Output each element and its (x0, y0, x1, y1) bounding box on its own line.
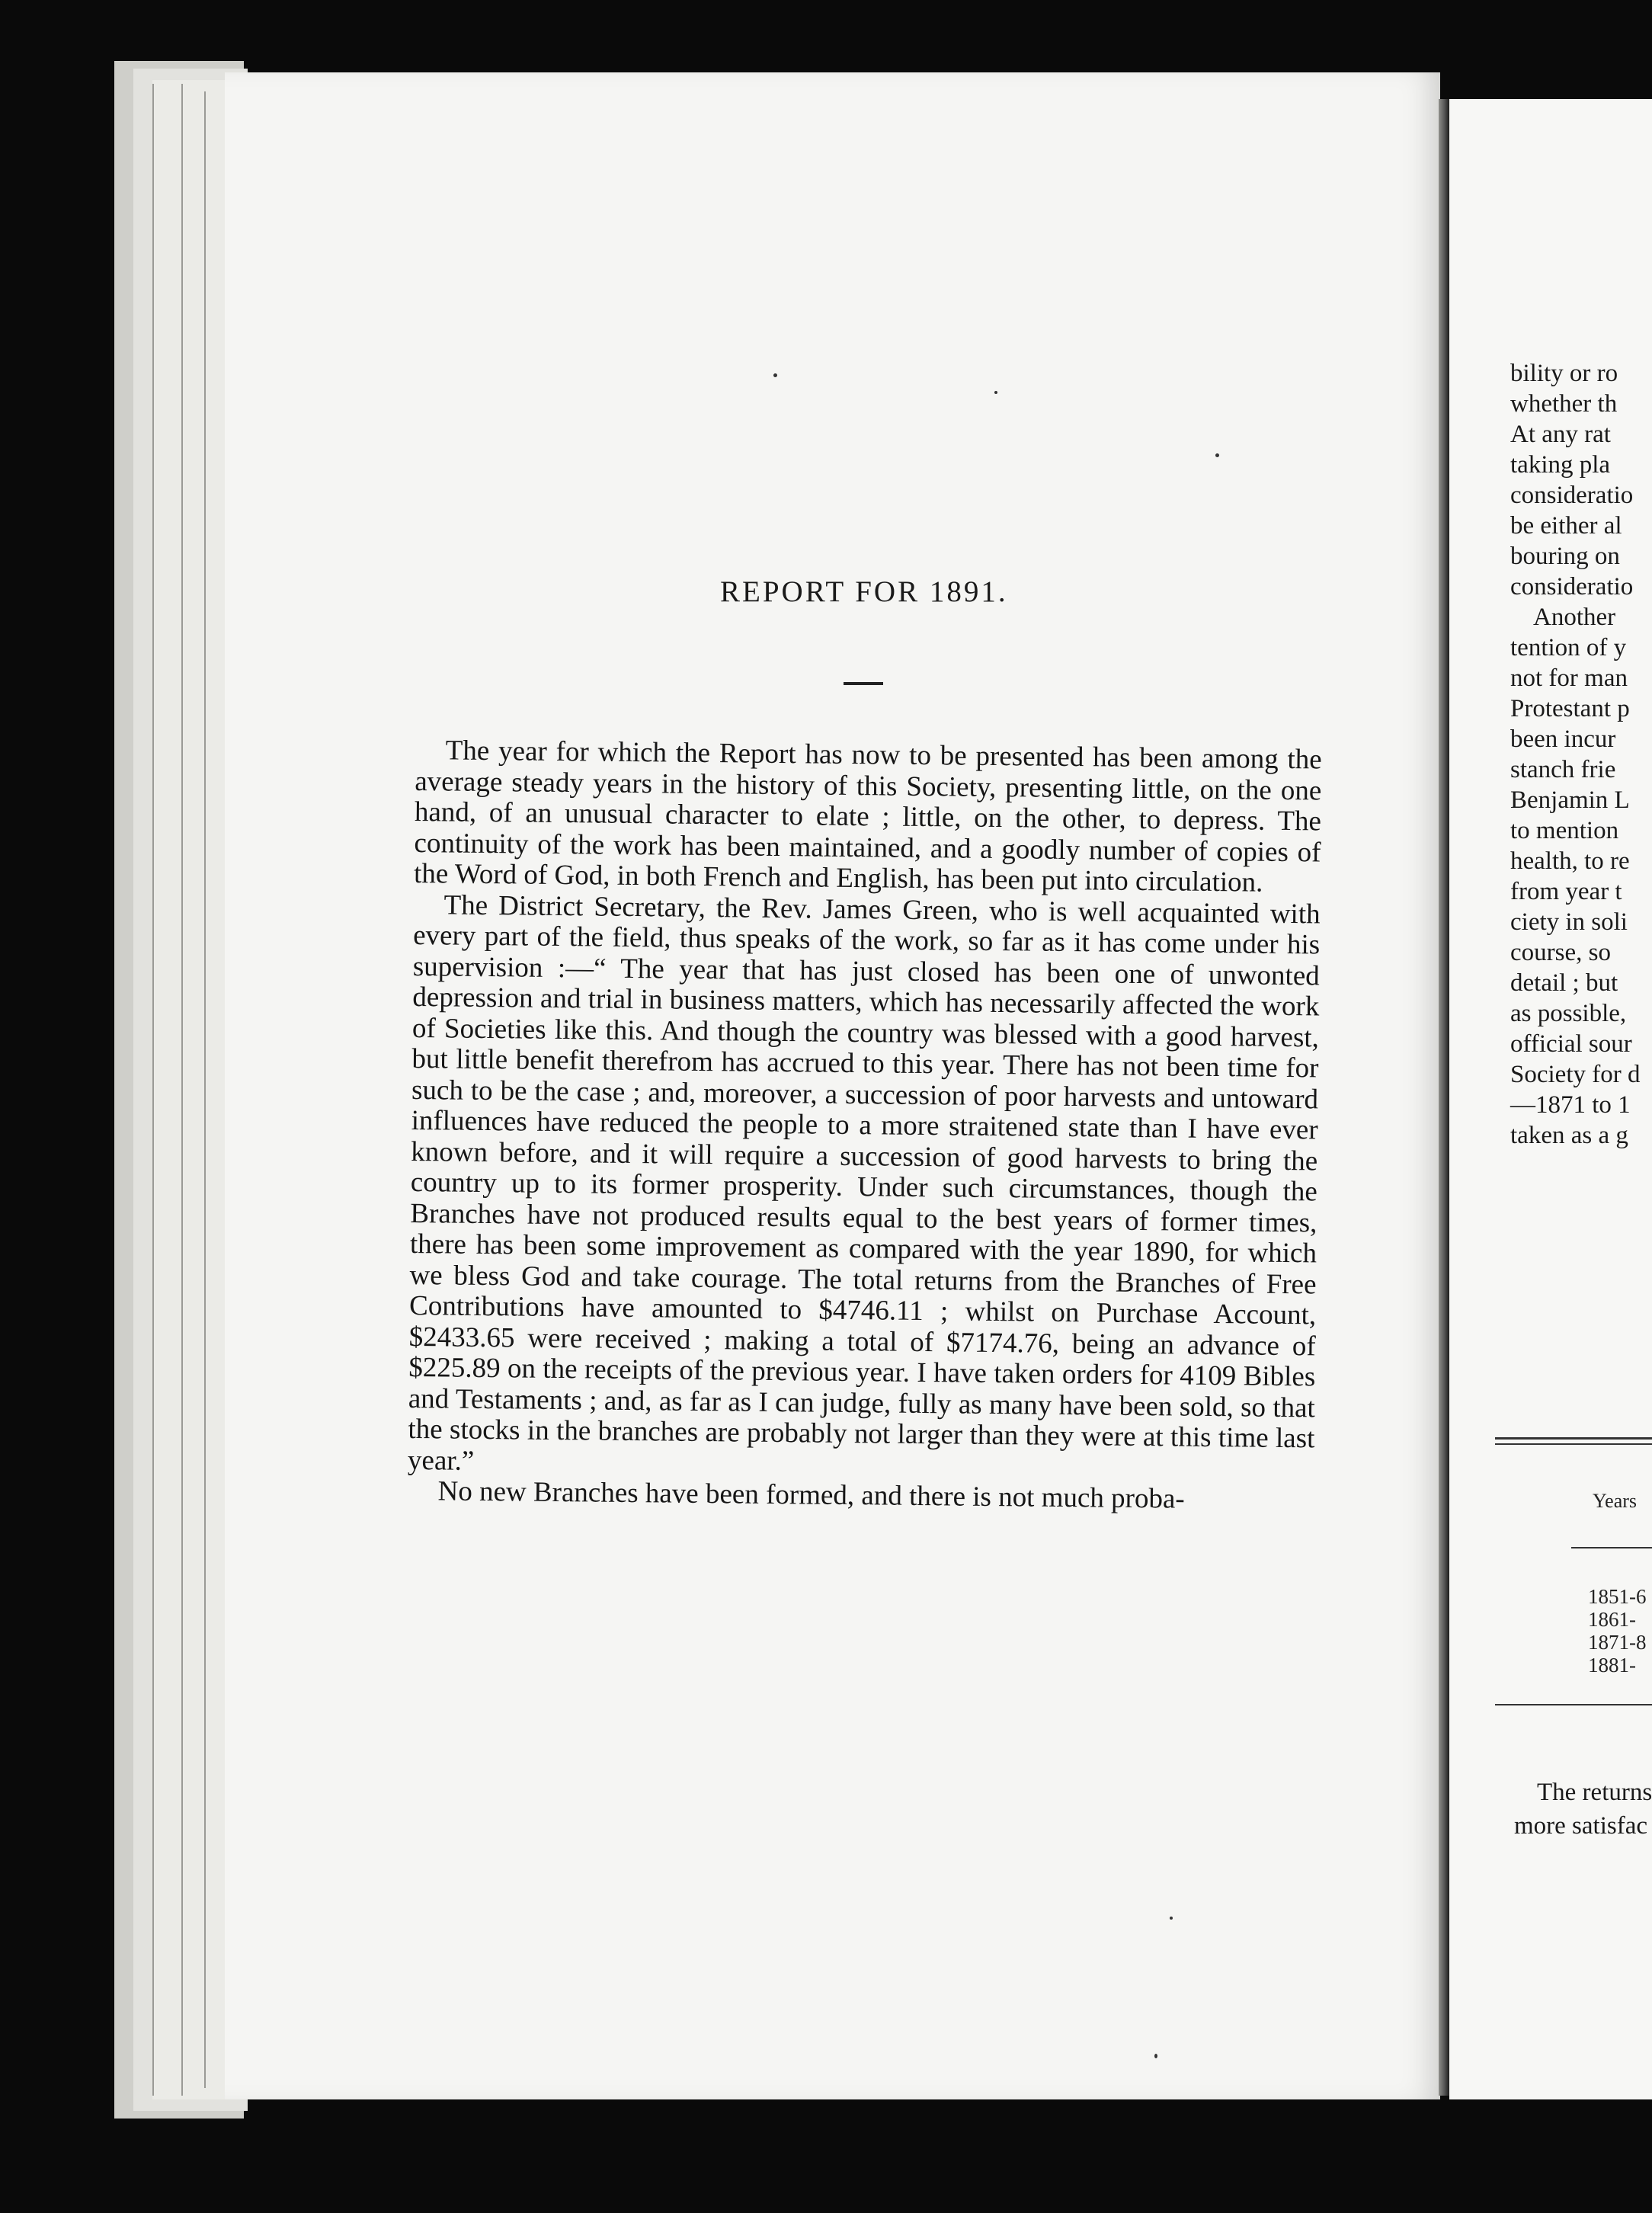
year-range: 1871-8 (1588, 1631, 1647, 1654)
text-line: Another (1533, 604, 1616, 631)
table-rule (1495, 1704, 1652, 1705)
text-line: official sour (1510, 1030, 1632, 1058)
text-line: taking pla (1510, 451, 1611, 479)
table-rule (1495, 1437, 1652, 1440)
year-range: 1851-6 (1588, 1585, 1647, 1608)
page-edge-line (152, 84, 154, 2096)
ink-speck (994, 391, 997, 394)
paragraph: The year for which the Report has now to be presented has been among the average steady years in the history of this Society, presenting little, on the one hand, of an unusual character to elate ; little, on the other, to depress. The continuity of the work has been maintained, and a goodly number of copies of the Word of God, in both French and English, has been put into circulation. (413, 735, 1322, 898)
text-line: whether th (1510, 390, 1618, 418)
text-line: from year t (1510, 878, 1622, 905)
page-title: REPORT FOR 1891. (720, 575, 1008, 608)
title-dash (844, 682, 883, 685)
book-gutter (1439, 99, 1449, 2096)
text-line: At any rat (1510, 421, 1611, 448)
text-line: taken as a g (1510, 1122, 1628, 1149)
text-line: course, so (1510, 939, 1611, 966)
ink-speck (1154, 2054, 1157, 2058)
text-line: bility or ro (1510, 360, 1618, 387)
paragraph: The District Secretary, the Rev. James Green, who is well acquainted with every part of the field, thus speaks of the work, so far as it has come under his supervision :—“ The year that has just closed has been one of unwonted depression and trial in business matters, which has necessarily affected the work of Societies like this. And though the country was blessed with a good harvest, but little benefit therefrom has accrued to this year. There has not been time for such to be the case ; and, moreover, a succession of poor harvests and untoward influences have reduced the people to a more straitened state than I have ever known before, and it will require a succession of good harvests to bring the country up to its former prosperity. Under such circumstances, though the Branches have not produced results equal to the best years of former times, there has been some improvement as compared with the year 1890, for which we bless God and take courage. The total returns from the Branches of Free Contributions have amounted to $4746.11 ; whilst on Purchase Account, $2433.65 were received ; making a total of $7174.76, being an advance of $225.89 on the receipts of the previous year. I have taken orders for 4109 Bibles and Testaments ; and, as far as I can judge, fully as many have been sold, so that the stocks in the branches are probably not larger than they were at this time last year.” (407, 889, 1321, 1477)
text-line: been incur (1510, 725, 1616, 753)
ink-speck (1215, 453, 1219, 457)
table-header-years: Years (1593, 1490, 1638, 1512)
text-line: stanch frie (1510, 756, 1616, 783)
text-line: bouring on (1510, 543, 1620, 570)
text-line: be either al (1510, 512, 1622, 540)
text-line: health, to re (1510, 847, 1630, 875)
right-page (1449, 99, 1652, 2099)
text-line: as possible, (1510, 1000, 1627, 1027)
right-page-text (1510, 358, 1640, 1151)
ink-speck (1170, 1917, 1173, 1920)
text-line: ciety in soli (1510, 908, 1628, 936)
text-line: not for man (1510, 665, 1628, 692)
years-column (1588, 1585, 1647, 1677)
year-range: 1861- (1588, 1608, 1636, 1631)
text-line: consideratio (1510, 482, 1634, 509)
table-rule (1495, 1443, 1652, 1445)
text-line: detail ; but (1510, 969, 1618, 997)
text-line: consideratio (1510, 573, 1634, 600)
text-line: more satisfac (1514, 1812, 1648, 1840)
report-body (407, 735, 1322, 1516)
right-page-footer-text (1514, 1776, 1652, 1843)
page-edge-line (181, 84, 183, 2096)
ink-speck (773, 373, 777, 377)
text-line: Society for d (1510, 1061, 1641, 1088)
text-line: to mention (1510, 817, 1619, 844)
text-line: Protestant p (1510, 695, 1630, 722)
text-line: —1871 to 1 (1510, 1091, 1631, 1119)
text-line: Benjamin L (1510, 786, 1630, 814)
page-edge-line (204, 91, 206, 2088)
table-rule (1571, 1547, 1652, 1548)
year-range: 1881- (1588, 1654, 1636, 1677)
text-line: The returns (1537, 1779, 1652, 1806)
text-line: tention of y (1510, 634, 1627, 661)
paragraph: No new Branches have been formed, and there is not much proba- (437, 1475, 1185, 1515)
